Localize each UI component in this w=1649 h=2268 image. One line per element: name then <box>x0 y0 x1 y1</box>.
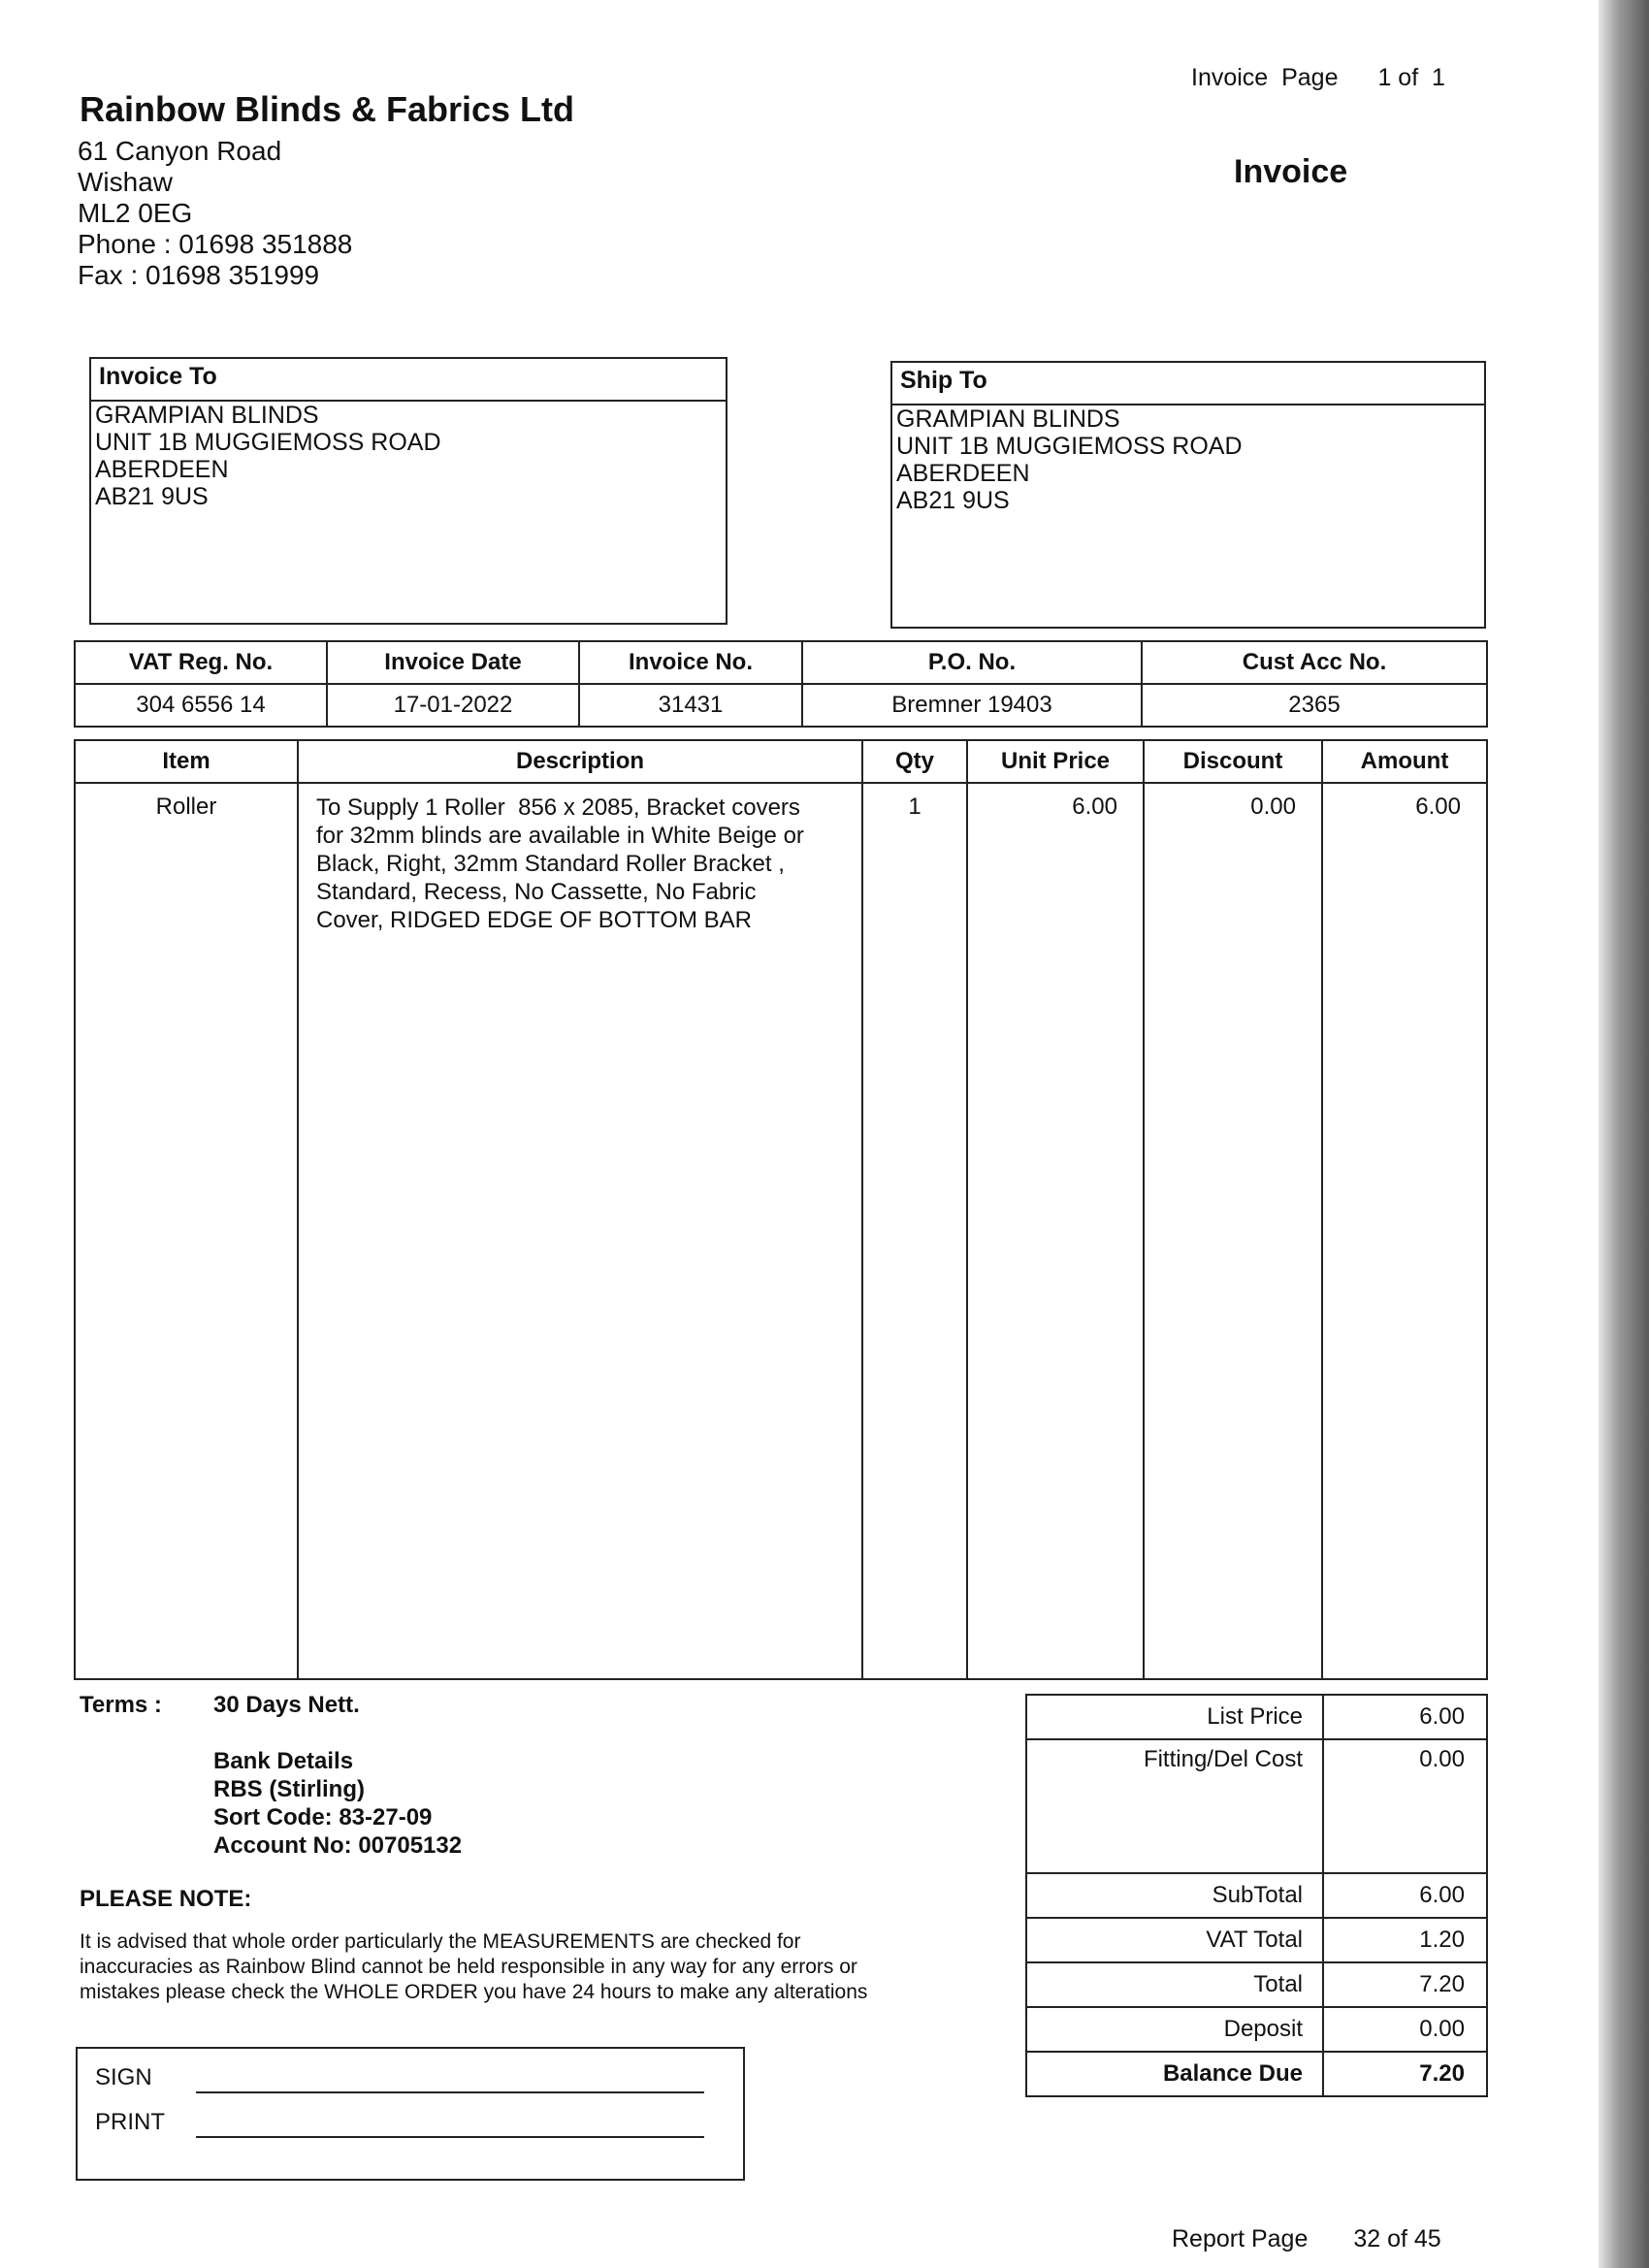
company-fax: Fax : 01698 351999 <box>78 260 320 290</box>
total-label: Total <box>1026 1962 1323 2007</box>
totals-table <box>1025 1694 1488 2097</box>
company-address-line: Wishaw <box>78 167 174 197</box>
invoice-page-value: 1 of 1 <box>1377 64 1445 91</box>
list-price-value: 6.00 <box>1323 1695 1487 1739</box>
company-name: Rainbow Blinds & Fabrics Ltd <box>80 89 575 129</box>
ship-to-line: AB21 9US <box>896 487 1010 514</box>
item-description <box>298 783 862 1679</box>
description-line: Black, Right, 32mm Standard Roller Bracket , <box>316 851 785 877</box>
invoice-to-line: GRAMPIAN BLINDS <box>95 402 319 429</box>
customer-account-number: 2365 <box>1142 684 1487 727</box>
description-line: for 32mm blinds are available in White Beige or <box>316 823 804 849</box>
terms-label: Terms : <box>80 1692 162 1718</box>
items-header: Unit Price <box>967 740 1144 783</box>
invoice-to-box <box>89 357 728 625</box>
sort-code: Sort Code: 83-27-09 <box>213 1804 433 1831</box>
terms-value: 30 Days Nett. <box>213 1692 360 1718</box>
deposit-label: Deposit <box>1026 2007 1323 2052</box>
item-unit-price: 6.00 <box>967 783 1144 1679</box>
vat-total-label: VAT Total <box>1026 1918 1323 1962</box>
signature-box <box>76 2047 745 2181</box>
ship-to-line: UNIT 1B MUGGIEMOSS ROAD <box>896 433 1243 460</box>
subtotal-label: SubTotal <box>1026 1873 1323 1918</box>
print-label: PRINT <box>95 2109 165 2135</box>
account-number: Account No: 00705132 <box>213 1832 463 1859</box>
invoice-to-line: UNIT 1B MUGGIEMOSS ROAD <box>95 429 441 456</box>
vat-total-value: 1.20 <box>1323 1918 1487 1962</box>
item-amount: 6.00 <box>1322 783 1487 1679</box>
invoice-page-indicator <box>1191 64 1445 92</box>
invoice-to-line: ABERDEEN <box>95 456 229 483</box>
line-items-table <box>74 739 1488 1680</box>
document-title: Invoice <box>1234 153 1348 190</box>
report-page-label: Report Page <box>1172 2225 1309 2252</box>
items-header: Qty <box>862 740 967 783</box>
note-line: mistakes please check the WHOLE ORDER you have 24 hours to make any alterations <box>80 1981 868 2003</box>
sign-label: SIGN <box>95 2064 152 2090</box>
subtotal-value: 6.00 <box>1323 1873 1487 1918</box>
ship-to-line: GRAMPIAN BLINDS <box>896 405 1120 433</box>
invoice-info-table <box>74 640 1488 728</box>
note-line: inaccuracies as Rainbow Blind cannot be held responsible in any way for any errors or <box>80 1956 857 1978</box>
ship-to-heading: Ship To <box>892 363 1484 405</box>
invoice-page-label: Invoice Page <box>1191 64 1339 91</box>
company-address-line: 61 Canyon Road <box>78 136 282 166</box>
item-qty: 1 <box>862 783 967 1679</box>
report-page-value: 32 of 45 <box>1353 2225 1441 2252</box>
items-header: Amount <box>1322 740 1487 783</box>
ship-to-line: ABERDEEN <box>896 460 1030 487</box>
report-page-indicator <box>1172 2225 1441 2253</box>
invoice-to-line: AB21 9US <box>95 483 209 510</box>
scan-edge-shadow <box>1599 0 1649 2268</box>
description-line: Cover, RIDGED EDGE OF BOTTOM BAR <box>316 907 752 933</box>
info-header: Invoice No. <box>579 641 802 684</box>
table-row <box>75 783 1487 1679</box>
po-number: Bremner 19403 <box>802 684 1142 727</box>
description-line: Standard, Recess, No Cassette, No Fabric <box>316 879 757 905</box>
fitting-label: Fitting/Del Cost <box>1026 1739 1323 1873</box>
invoice-number: 31431 <box>579 684 802 727</box>
invoice-to-heading: Invoice To <box>91 359 726 402</box>
sign-line[interactable] <box>196 2091 704 2093</box>
please-note-heading: PLEASE NOTE: <box>80 1886 252 1912</box>
bank-name: RBS (Stirling) <box>213 1776 365 1802</box>
list-price-label: List Price <box>1026 1695 1323 1739</box>
note-line: It is advised that whole order particularly the MEASUREMENTS are checked for <box>80 1930 801 1953</box>
fitting-value: 0.00 <box>1323 1739 1487 1873</box>
balance-due-label: Balance Due <box>1026 2052 1323 2096</box>
company-phone: Phone : 01698 351888 <box>78 229 353 259</box>
item-discount: 0.00 <box>1144 783 1322 1679</box>
total-value: 7.20 <box>1323 1962 1487 2007</box>
vat-reg-no: 304 6556 14 <box>75 684 327 727</box>
deposit-value: 0.00 <box>1323 2007 1487 2052</box>
info-header: Cust Acc No. <box>1142 641 1487 684</box>
ship-to-box <box>890 361 1486 629</box>
info-header: P.O. No. <box>802 641 1142 684</box>
print-line[interactable] <box>196 2136 704 2138</box>
items-header: Description <box>298 740 862 783</box>
company-address-line: ML2 0EG <box>78 198 193 228</box>
item-name: Roller <box>75 783 298 1679</box>
bank-details-heading: Bank Details <box>213 1748 354 1774</box>
invoice-date: 17-01-2022 <box>327 684 579 727</box>
info-header: VAT Reg. No. <box>75 641 327 684</box>
info-header: Invoice Date <box>327 641 579 684</box>
description-line: To Supply 1 Roller 856 x 2085, Bracket covers <box>316 794 800 821</box>
items-header: Discount <box>1144 740 1322 783</box>
balance-due-value: 7.20 <box>1323 2052 1487 2096</box>
items-header: Item <box>75 740 298 783</box>
